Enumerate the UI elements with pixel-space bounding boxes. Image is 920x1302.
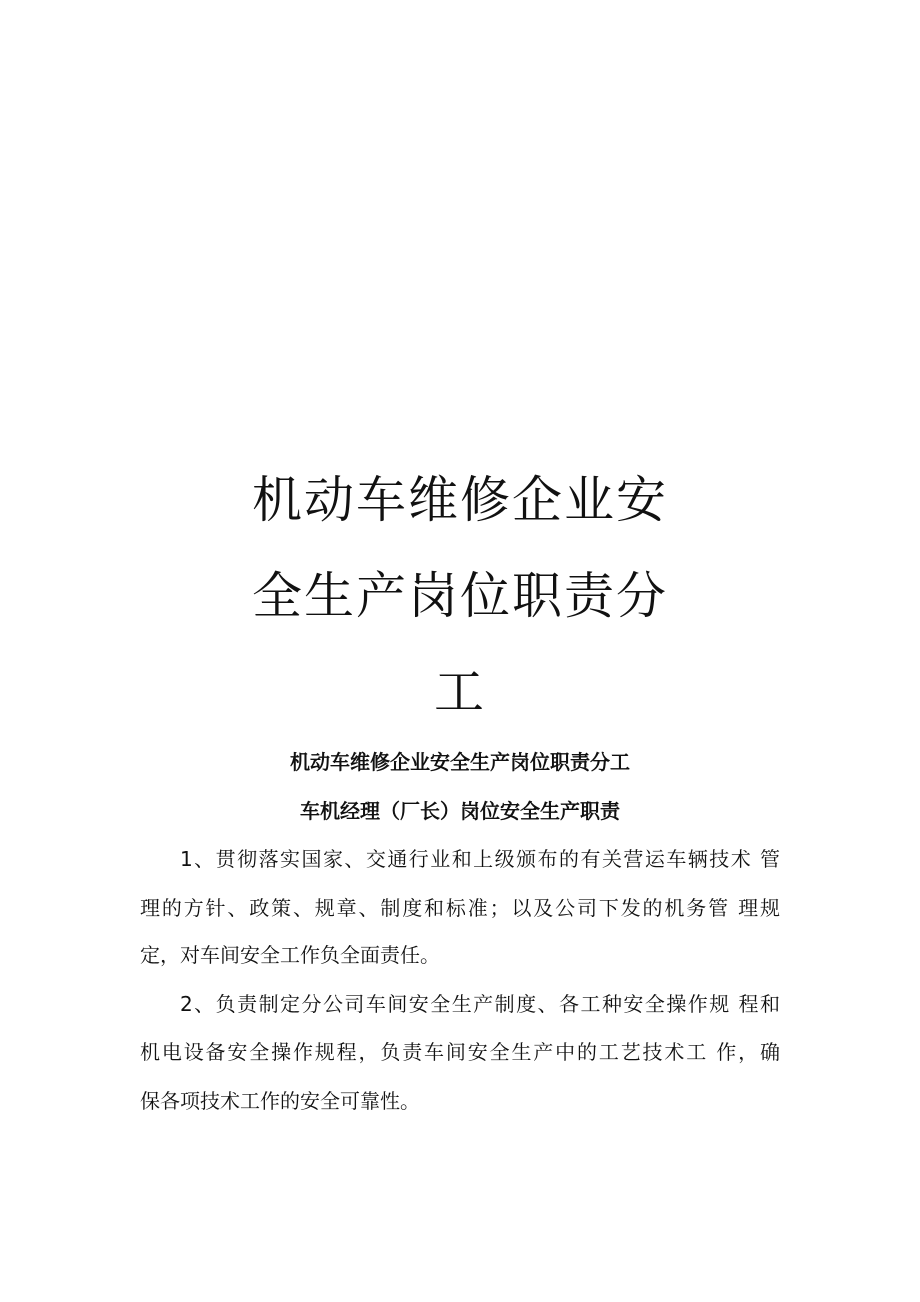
paragraph-1-line-2: 理的方针、政策、规章、制度和标准；以及公司下发的机务管 理规 [140,896,780,920]
paragraph-1-line-1: 1、贯彻落实国家、交通行业和上级颁布的有关营运车辆技术 管 [180,847,780,871]
section-title: 机动车维修企业安全生产岗位职责分工 [290,750,630,774]
cover-title-line-2: 全生产岗位职责分 [252,567,668,625]
subsection-title: 车机经理（厂长）岗位安全生产职责 [300,799,620,823]
paragraph-2-line-2: 机电设备安全操作规程，负责车间安全生产中的工艺技术工 作，确 [140,1040,780,1064]
paragraph-2-line-3: 保各项技术工作的安全可靠性。 [140,1089,420,1113]
paragraph-1-line-3: 定，对车间安全工作负全面责任。 [140,943,440,967]
cover-title-line-1: 机动车维修企业安 [252,471,668,529]
cover-title-line-3: 工 [434,663,486,721]
paragraph-2-line-1: 2、负责制定分公司车间安全生产制度、各工种安全操作规 程和 [180,992,780,1016]
